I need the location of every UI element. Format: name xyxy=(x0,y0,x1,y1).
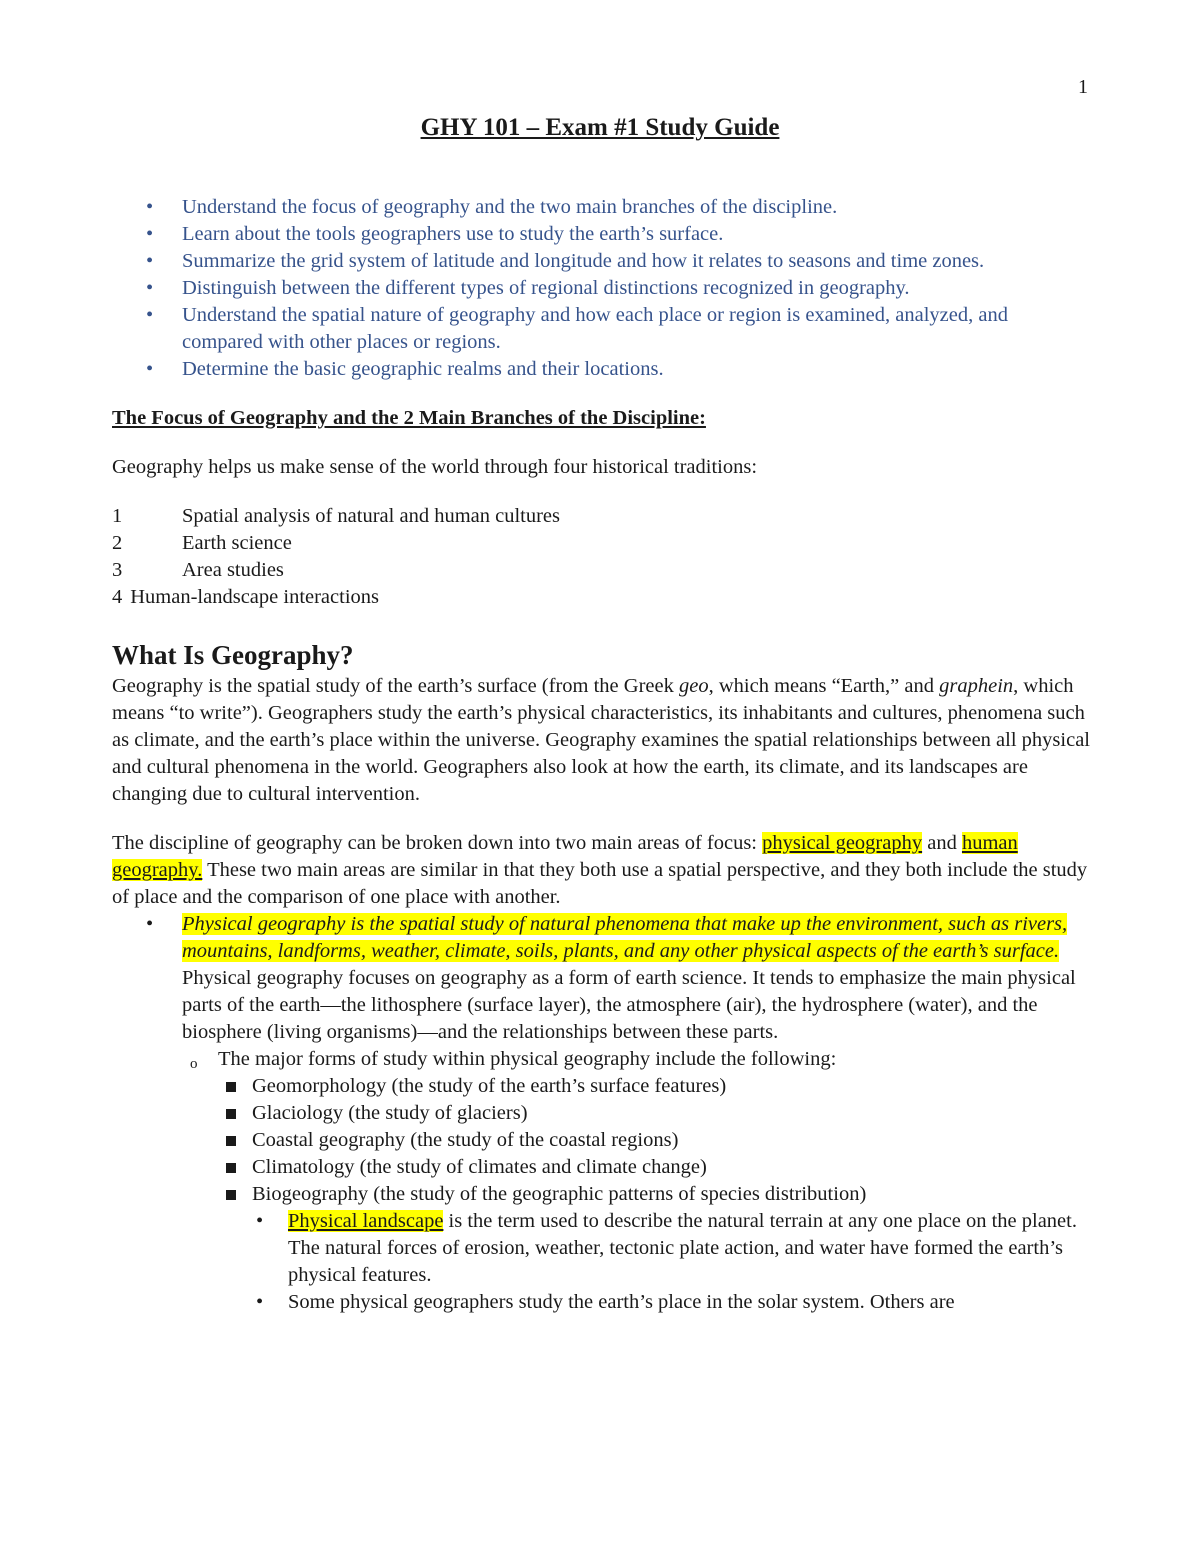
list-item xyxy=(218,1127,1092,1154)
list-text: The major forms of study within physical geography include the following: xyxy=(218,1048,837,1070)
list-item xyxy=(112,557,1092,584)
list-item xyxy=(112,911,1092,1316)
text-run: Geography is the spatial study of the earth’s surface (from the Greek xyxy=(112,675,679,697)
physical-geography-list xyxy=(112,911,1092,1316)
text-run: is the term used to describe the natural terrain at any one place on the planet. The natural forces of erosion, weather, tectonic plate action, and water have formed the earth’s physical features. xyxy=(288,1210,1077,1286)
list-item xyxy=(218,1154,1092,1181)
list-item xyxy=(112,503,1092,530)
list-text: Area studies xyxy=(182,559,284,581)
traditions-intro: Geography helps us make sense of the world through four historical traditions: xyxy=(112,456,758,478)
list-item xyxy=(252,1208,1092,1289)
list-item xyxy=(112,530,1092,557)
term-geo: geo xyxy=(678,675,709,697)
list-number: 2 xyxy=(112,532,123,554)
square-bullet-icon xyxy=(226,1136,236,1146)
circle-bullet-icon: o xyxy=(190,1056,198,1072)
list-item: • Some physical geographers study the earth’s place in the solar system. Others are xyxy=(252,1289,1092,1316)
branches-paragraph xyxy=(112,830,1092,911)
text-run: Physical geography focuses on geography as a form of earth science. It tends to emphasize the main physical parts of the earth—the lithosphere (surface layer), the atmosphere (air), the hydrosphere (water), and the biosphere (living organisms)—and the relationships between these parts. xyxy=(182,967,1076,1043)
document-body xyxy=(112,194,1092,1316)
list-item xyxy=(218,1100,1092,1127)
traditions-list xyxy=(112,503,1092,611)
what-is-geography-heading: What Is Geography? xyxy=(112,640,354,670)
square-bullet-icon xyxy=(226,1190,236,1200)
section-heading: The Focus of Geography and the 2 Main Branches of the Discipline: xyxy=(112,407,706,429)
page-number: 1 xyxy=(1078,76,1088,98)
highlight-human-geography: human geography. xyxy=(112,832,1018,881)
list-number: 3 xyxy=(112,559,123,581)
list-item: • Determine the basic geographic realms and their locations. xyxy=(112,356,1092,383)
forms-list xyxy=(218,1073,1092,1316)
list-item xyxy=(112,584,1092,611)
list-text: Climatology (the study of climates and climate change) xyxy=(252,1156,707,1178)
list-item: • Understand the spatial nature of geography and how each place or region is examined, analyzed, and compared with other places or regions. xyxy=(112,302,1092,356)
list-item xyxy=(218,1181,1092,1316)
list-number: 4 xyxy=(112,586,123,608)
highlight-physical-geography: physical geography xyxy=(762,832,923,854)
square-bullet-icon xyxy=(226,1082,236,1092)
list-text: Biogeography (the study of the geographic patterns of species distribution) xyxy=(252,1183,867,1205)
term-graphein: graphein xyxy=(939,675,1014,697)
list-item: • Summarize the grid system of latitude and longitude and how it relates to seasons and time zones. xyxy=(112,248,1092,275)
list-item: • Learn about the tools geographers use to study the earth’s surface. xyxy=(112,221,1092,248)
highlight-physical-landscape: Physical landscape xyxy=(288,1210,444,1232)
text-run: and xyxy=(922,832,962,854)
objectives-list xyxy=(112,194,1092,383)
list-item: • Understand the focus of geography and the two main branches of the discipline. xyxy=(112,194,1092,221)
list-item xyxy=(218,1073,1092,1100)
list-text: Coastal geography (the study of the coastal regions) xyxy=(252,1129,679,1151)
list-number: 1 xyxy=(112,505,123,527)
list-text: Glaciology (the study of glaciers) xyxy=(252,1102,528,1124)
biogeography-notes xyxy=(252,1208,1092,1316)
list-item xyxy=(182,1046,1092,1316)
list-text: Human-landscape interactions xyxy=(130,586,380,608)
page-title: GHY 101 – Exam #1 Study Guide xyxy=(420,114,780,141)
list-text: Geomorphology (the study of the earth’s surface features) xyxy=(252,1075,727,1097)
text-run: The discipline of geography can be broken down into two main areas of focus: xyxy=(112,832,763,854)
what-is-geography-paragraph xyxy=(112,673,1092,808)
square-bullet-icon xyxy=(226,1109,236,1119)
text-run: These two main areas are similar in that they both use a spatial perspective, and they both include the study of place and the comparison of one place with another. xyxy=(112,859,1088,908)
list-text: Spatial analysis of natural and human cultures xyxy=(182,505,561,527)
highlight-definition: Physical geography is the spatial study of natural phenomena that make up the environment, such as rivers, mountains, landforms, weather, climate, soils, plants, and any other physical aspects of the earth’s surface. xyxy=(182,913,1068,962)
square-bullet-icon xyxy=(226,1163,236,1173)
text-run: , which means “to write”). Geographers study the earth’s physical characteristics, its inhabitants and cultures, phenomena such as climate, and the earth’s place within the universe. Geography examines the spatial relationships between all physical and cultural phenomena in the world. Geographers also look at how the earth, its climate, and its landscapes are changing due to cultural intervention. xyxy=(112,675,1090,805)
list-item: • Distinguish between the different types of regional distinctions recognized in geography. xyxy=(112,275,1092,302)
major-forms-list xyxy=(182,1046,1092,1316)
text-run: , which means “Earth,” and xyxy=(708,675,940,697)
list-text: Earth science xyxy=(182,532,292,554)
